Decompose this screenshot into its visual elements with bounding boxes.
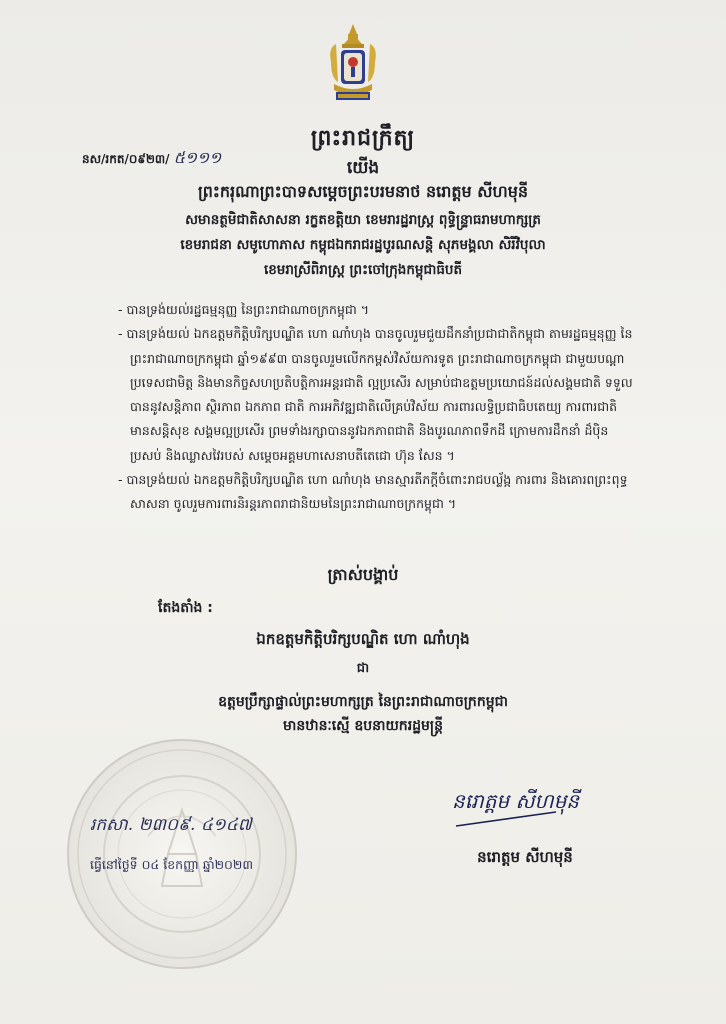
position-line: ឧត្តមប្រឹក្សាផ្ទាល់ព្រះមហាក្សត្រ នៃព្រះរាជាណាចក្រកម្ពុជា	[218, 694, 508, 710]
royal-embossed-seal-icon	[64, 736, 300, 972]
royal-titles	[0, 208, 726, 283]
consideration-item: - បានទ្រង់យល់ ឯកឧត្តមកិត្តិបរិក្សបណ្ឌិត ហោ ណាំហុង បានចូលរួមជួយដឹកនាំប្រជាជាតិកម្ពុជា តាមរដ្ឋធម្មនុញ្ញ នៃព្រះរាជាណាចក្រកម្ពុជា ឆ្នាំ១៩៩៣ បានចូលរួមលើកកម្ពស់វិស័យការទូត ព្រះរាជាណាចក្រកម្ពុជា ជាមួយបណ្ដាប្រទេសជាមិត្ត និងមានកិច្ចសហប្រតិបត្តិការអន្តរជាតិ ល្អប្រសើរ សម្រាប់ជាឧត្តមប្រយោជន៍ដល់សង្គមជាតិ ទទួលបាននូវសន្តិភាព ស្ថិរភាព ឯកភាព ជាតិ ការអភិវឌ្ឍជាតិលើគ្រប់វិស័យ ការពារលទ្ធិប្រជាធិបតេយ្យ ការពារជាតិ មានសន្តិសុខ សង្គមល្អប្រសើរ ព្រមទាំងរក្សាបាននូវឯកភាពជាតិ និងបូរណភាពទឹកដី ក្រោមការដឹកនាំ ដ៏ប៉ិនប្រសប់ និងឈ្លាសវៃរបស់ សម្ដេចអគ្គមហាសេនាបតីតេជោ ហ៊ុន សែន ។	[118, 326, 633, 463]
royal-title-line: ខេមរាជនា សមូហោភាស កម្ពុជឯករាជរដ្ឋបូរណសន្តិ សុភមង្គលា សិរីវិបុលា	[180, 237, 546, 253]
king-name-line: ព្រះករុណាព្រះបាទសម្ដេចព្រះបរមនាថ នរោត្តម សីហមុនី	[197, 182, 529, 201]
signature-handwritten: នរោត្តម សីហមុនី	[452, 789, 579, 813]
considerations	[118, 298, 638, 517]
consideration-item: - បានទ្រង់យល់ ឯកឧត្តមកិត្តិបរិក្សបណ្ឌិត ហោ ណាំហុង មានស្មារតីភក្ដីចំពោះរាជបល្ល័ង្ក ការពារ និងគោរពព្រះពុទ្ធសាសនា ចូលរួមការពារនិរន្តរភាពរាជានិយមនៃព្រះរាជាណាចក្រកម្ពុជា ។	[118, 472, 628, 512]
command-heading: ត្រាស់បង្គាប់	[327, 565, 399, 584]
royal-title-line: ខេមរាស្រីពិរាស្ត្រ ព្រះចៅក្រុងកម្ពុជាធិបតី	[263, 262, 463, 278]
royal-arms-of-cambodia-icon	[322, 22, 384, 108]
document-title: ព្រះរាជក្រឹត្យ	[310, 126, 416, 151]
decree-number-printed: នស/រកត/០៩២៣/	[82, 152, 170, 166]
position-line: មានឋានៈស្មើ ឧបនាយករដ្ឋមន្ត្រី	[283, 718, 443, 734]
date-line: ធ្វើនៅថ្ងៃទី ០៤ ខែកញ្ញា ឆ្នាំ២០២៣	[90, 857, 254, 872]
appointed-position	[0, 690, 726, 738]
as-word: ជា	[356, 661, 370, 676]
we-heading: យើង	[346, 158, 380, 178]
decree-number-handwritten: ៥១១១	[173, 148, 222, 167]
royal-title-line: សមានត្ថមិជាតិសាសនា រក្ខតខត្តិយា ខេមរារដ្ឋរាស្ត្រ ពុទ្ធិន្ទ្រាធរាមហាក្សត្រ	[185, 212, 541, 228]
signer-name: នរោត្តម សីហមុនី	[477, 848, 573, 866]
appointee-name: ឯកឧត្តមកិត្តិបរិក្សបណ្ឌិត ហោ ណាំហុង	[256, 630, 470, 648]
appoint-label: តែងតាំង :	[158, 600, 213, 616]
seal-registration-handwritten: រកសា. ២៣០៩. ៤១៤៧	[90, 815, 252, 835]
consideration-item: - បានទ្រង់យល់រដ្ឋធម្មនុញ្ញ នៃព្រះរាជាណាចក្រកម្ពុជា ។	[118, 302, 369, 317]
